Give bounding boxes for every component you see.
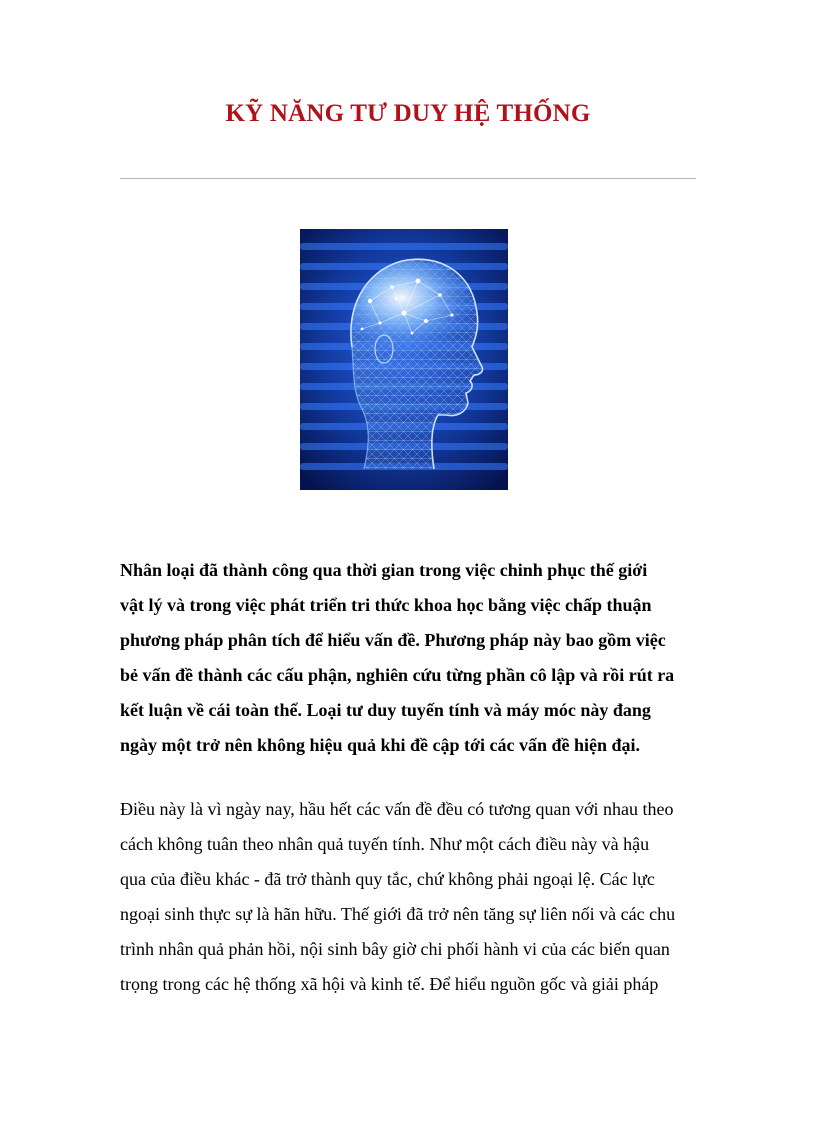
paragraph-line: ngày một trở nên không hiệu quả khi đề cập tới các vấn đề hiện đại. — [120, 735, 641, 755]
paragraph-line: qua của điều khác - đã trở thành quy tắc, chứ không phải ngoại lệ. Các lực — [120, 869, 655, 889]
paragraph-line: trình nhân quả phản hồi, nội sinh bây giờ chi phối hành vi của các biến quan — [120, 939, 670, 959]
paragraph-line: bẻ vấn đề thành các cấu phận, nghiên cứu từng phần cô lập và rồi rút ra — [120, 665, 675, 685]
paragraph-line: ngoại sinh thực sự là hãn hữu. Thế giới đã trở nên tăng sự liên nối và các chu — [120, 904, 676, 924]
paragraph-line: phương pháp phân tích để hiểu vấn đề. Phương pháp này bao gồm việc — [120, 630, 666, 650]
paragraph-line: cách không tuân theo nhân quả tuyến tính. Như một cách điều này và hậu — [120, 834, 650, 854]
page-title: KỸ NĂNG TƯ DUY HỆ THỐNG — [225, 100, 591, 127]
paragraph-line: trọng trong các hệ thống xã hội và kinh tế. Để hiểu nguồn gốc và giải pháp — [120, 974, 659, 994]
title-divider — [120, 178, 696, 179]
intro-paragraph — [120, 553, 700, 763]
glowing-brain-head-icon — [300, 229, 508, 490]
paragraph-line: Nhân loại đã thành công qua thời gian trong việc chinh phục thế giới — [120, 560, 648, 580]
brain-head-image — [300, 229, 508, 490]
paragraph-line: vật lý và trong việc phát triển tri thức khoa học bằng việc chấp thuận — [120, 595, 652, 615]
body-paragraph — [120, 792, 700, 1002]
paragraph-line: Điều này là vì ngày nay, hầu hết các vấn đề đều có tương quan với nhau theo — [120, 799, 674, 819]
paragraph-line: kết luận về cái toàn thể. Loại tư duy tuyến tính và máy móc này đang — [120, 700, 651, 720]
